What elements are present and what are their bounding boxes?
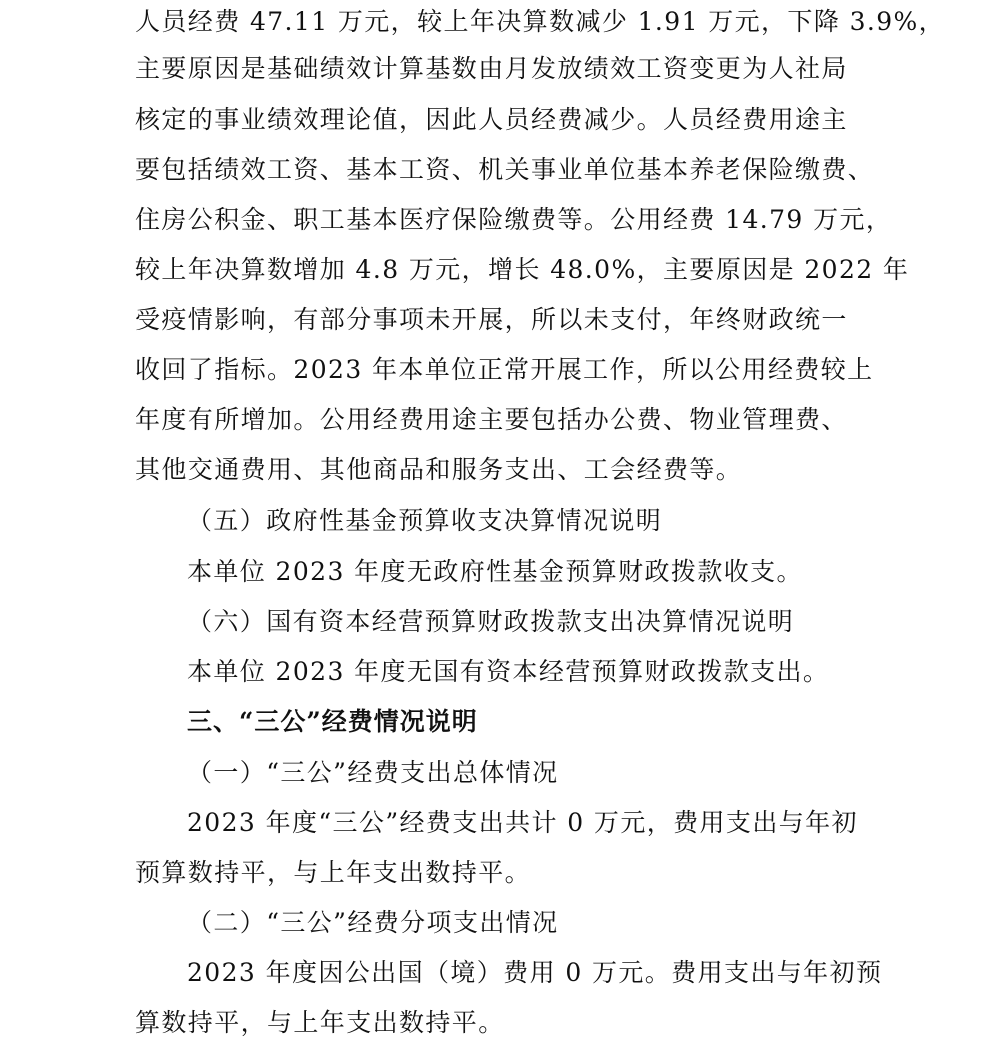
paragraph-line: 要包括绩效工资、基本工资、机关事业单位基本养老保险缴费、 [135, 155, 875, 184]
paragraph-line: 核定的事业绩效理论值，因此人员经费减少。人员经费用途主 [135, 105, 848, 134]
paragraph-line: 人员经费 47.11 万元，较上年决算数减少 1.91 万元，下降 3.9%， [135, 7, 946, 36]
paragraph-line: 本单位 2023 年度无政府性基金预算财政拨款收支。 [187, 557, 803, 586]
paragraph-line: 收回了指标。2023 年本单位正常开展工作，所以公用经费较上 [135, 355, 874, 384]
section-heading-2: （二）“三公”经费分项支出情况 [187, 908, 559, 937]
section-heading-5: （五）政府性基金预算收支决算情况说明 [187, 506, 663, 535]
paragraph-line: 受疫情影响，有部分事项未开展，所以未支付，年终财政统一 [135, 305, 848, 334]
paragraph-line: 较上年决算数增加 4.8 万元，增长 48.0%，主要原因是 2022 年 [135, 255, 910, 284]
section-heading-1: （一）“三公”经费支出总体情况 [187, 758, 559, 787]
paragraph-line: 其他交通费用、其他商品和服务支出、工会经费等。 [135, 455, 743, 484]
paragraph-line: 主要原因是基础绩效计算基数由月发放绩效工资变更为人社局 [135, 54, 848, 83]
paragraph-line: 本单位 2023 年度无国有资本经营预算财政拨款支出。 [187, 657, 830, 686]
section-heading-6: （六）国有资本经营预算财政拨款支出决算情况说明 [187, 607, 795, 636]
paragraph-line: 算数持平，与上年支出数持平。 [135, 1008, 505, 1037]
paragraph-line: 2023 年度“三公”经费支出共计 0 万元，费用支出与年初 [187, 808, 858, 837]
chapter-heading-3: 三、“三公”经费情况说明 [187, 707, 478, 736]
paragraph-line: 预算数持平，与上年支出数持平。 [135, 858, 532, 887]
paragraph-line: 2023 年度因公出国（境）费用 0 万元。费用支出与年初预 [187, 958, 883, 987]
paragraph-line: 住房公积金、职工基本医疗保险缴费等。公用经费 14.79 万元， [135, 205, 893, 234]
paragraph-line: 年度有所增加。公用经费用途主要包括办公费、物业管理费、 [135, 405, 848, 434]
